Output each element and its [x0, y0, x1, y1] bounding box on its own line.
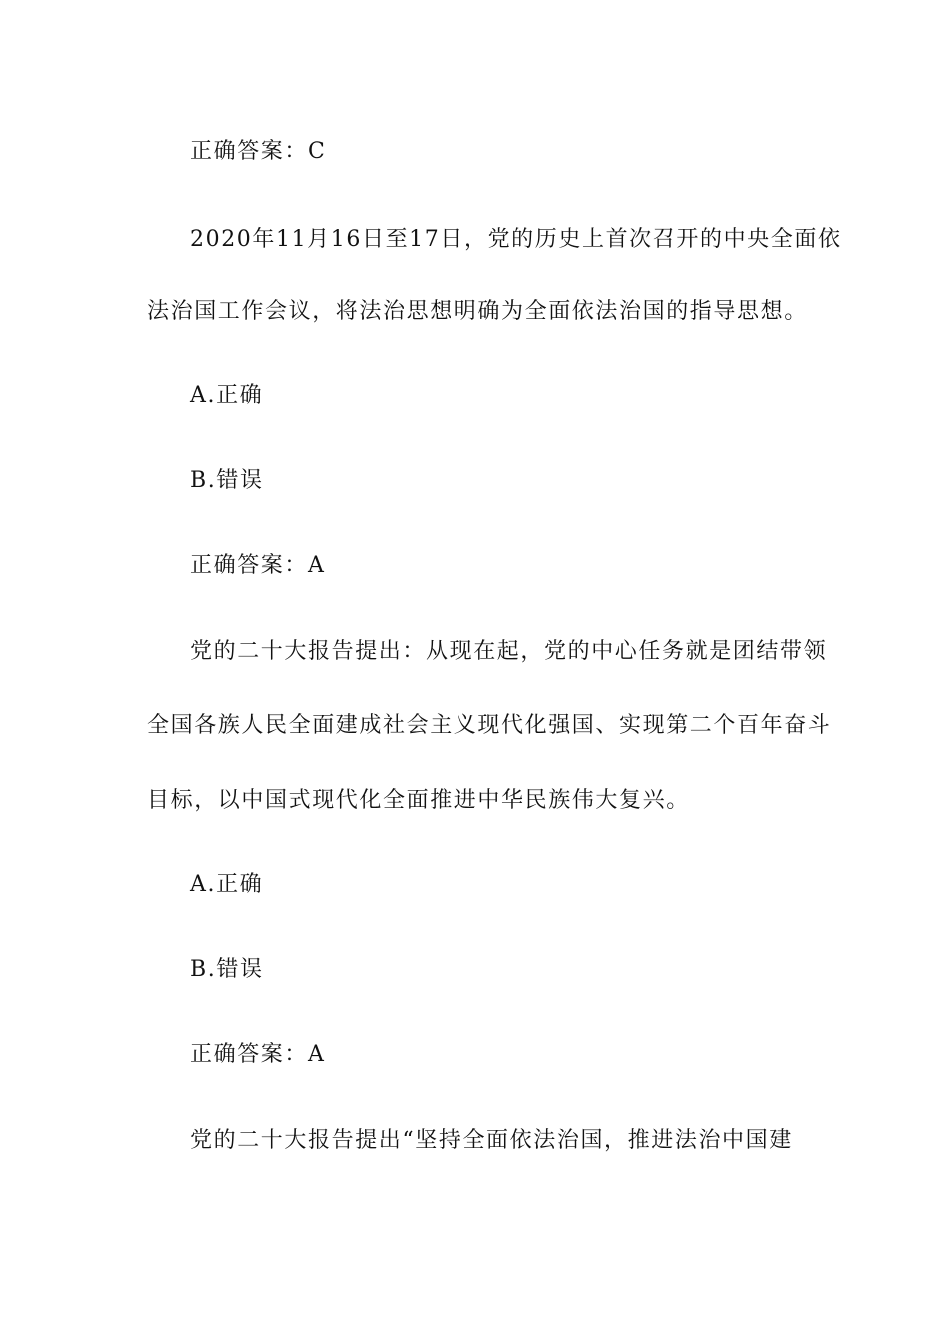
answer-line: 正确答案：A	[190, 1042, 326, 1067]
question-text-line: 党的二十大报告提出“坚持全面依法治国，推进法治中国建	[190, 1128, 793, 1153]
question-text-line: 全国各族人民全面建成社会主义现代化强国、实现第二个百年奋斗	[147, 713, 832, 738]
option-a: A.正确	[190, 872, 264, 897]
question-text-line: 2020年11月16日至17日，党的历史上首次召开的中央全面依	[190, 227, 842, 252]
option-b: B.错误	[190, 957, 264, 982]
answer-line: 正确答案：A	[190, 553, 326, 578]
option-a: A.正确	[190, 383, 264, 408]
answer-line: 正确答案：C	[190, 139, 327, 164]
question-text-line: 目标，以中国式现代化全面推进中华民族伟大复兴。	[147, 788, 690, 813]
option-b: B.错误	[190, 468, 264, 493]
question-text-line: 法治国工作会议，将法治思想明确为全面依法治国的指导思想。	[147, 299, 808, 324]
question-text-line: 党的二十大报告提出：从现在起，党的中心任务就是团结带领	[190, 639, 828, 664]
